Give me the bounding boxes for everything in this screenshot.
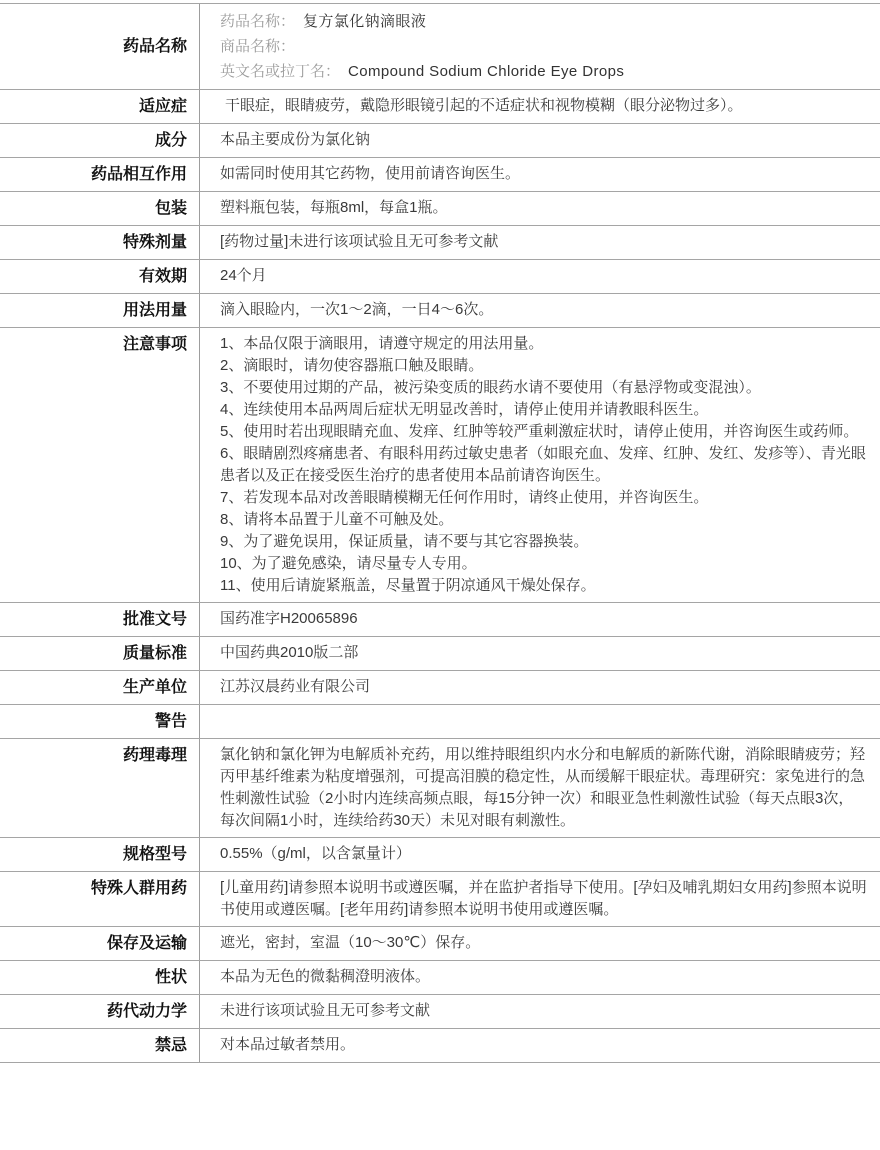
- row-content: 24个月: [220, 267, 267, 284]
- table-row: [0, 294, 880, 328]
- row-label: 特殊剂量: [0, 226, 200, 259]
- table-row: [0, 872, 880, 927]
- row-content: 未进行该项试验且无可参考文献: [220, 1002, 431, 1019]
- name-field-row: [220, 34, 868, 59]
- table-row: [0, 4, 880, 90]
- note-item: 6、眼睛剧烈疼痛患者、有眼科用药过敏史患者（如眼充血、发痒、红肿、发红、发疹等）、青光眼患者以及正在接受医生治疗的患者使用本品前请咨询医生。: [220, 445, 866, 484]
- row-content: 0.55%（g/ml，以含氯量计）: [220, 845, 411, 862]
- row-label: 药理毒理: [0, 739, 200, 837]
- table-row: [0, 158, 880, 192]
- row-label: 成分: [0, 124, 200, 157]
- row-content: 本品主要成份为氯化钠: [220, 131, 371, 148]
- table-row: [0, 838, 880, 872]
- row-content: 对本品过敏者禁用。: [220, 1036, 356, 1053]
- table-row: [0, 260, 880, 294]
- drug-info-table: [0, 3, 880, 1063]
- row-content: [儿童用药]请参照本说明书或遵医嘱，并在监护者指导下使用。[孕妇及哺乳期妇女用药]参照本说明书使用或遵医嘱。[老年用药]请参照本说明书使用或遵医嘱。: [220, 879, 867, 918]
- row-content: 遮光，密封，室温（10～30℃）保存。: [220, 934, 481, 951]
- row-label: 生产单位: [0, 671, 200, 704]
- row-label: 用法用量: [0, 294, 200, 327]
- field-value: 复方氯化钠滴眼液: [303, 13, 427, 30]
- note-item: 4、连续使用本品两周后症状无明显改善时，请停止使用并请教眼科医生。: [220, 401, 709, 418]
- table-row: [0, 637, 880, 671]
- row-label: 药品名称: [0, 4, 200, 89]
- row-label: 药代动力学: [0, 995, 200, 1028]
- note-item: 1、本品仅限于滴眼用，请遵守规定的用法用量。: [220, 335, 544, 352]
- row-label: 性状: [0, 961, 200, 994]
- note-item: 3、不要使用过期的产品，被污染变质的眼药水请不要使用（有悬浮物或变混浊）。: [220, 379, 761, 396]
- row-label: 有效期: [0, 260, 200, 293]
- note-item: 7、若发现本品对改善眼睛模糊无任何作用时，请终止使用，并咨询医生。: [220, 489, 709, 506]
- table-row: [0, 124, 880, 158]
- field-key: 英文名或拉丁名：: [220, 63, 341, 80]
- row-label: 规格型号: [0, 838, 200, 871]
- note-item: 8、请将本品置于儿童不可触及处。: [220, 511, 454, 528]
- row-label: 警告: [0, 705, 200, 738]
- row-label: 包装: [0, 192, 200, 225]
- table-row: [0, 739, 880, 838]
- row-label: 批准文号: [0, 603, 200, 636]
- row-label: 保存及运输: [0, 927, 200, 960]
- row-content: 塑料瓶包装，每瓶8ml，每盒1瓶。: [220, 199, 448, 216]
- row-content: [药物过量]未进行该项试验且无可参考文献: [220, 233, 499, 250]
- row-content: [200, 4, 880, 89]
- note-item: 9、为了避免误用，保证质量，请不要与其它容器换装。: [220, 533, 589, 550]
- row-content: [200, 705, 880, 738]
- row-content: 江苏汉晨药业有限公司: [220, 678, 371, 695]
- table-row: [0, 226, 880, 260]
- name-field-row: [220, 59, 868, 84]
- note-item: 2、滴眼时，请勿使容器瓶口触及眼睛。: [220, 357, 484, 374]
- row-content: 干眼症，眼睛疲劳，戴隐形眼镜引起的不适症状和视物模糊（眼分泌物过多）。: [225, 97, 743, 114]
- row-content: [200, 328, 880, 602]
- row-label: 特殊人群用药: [0, 872, 200, 926]
- note-item: 10、为了避免感染，请尽量专人专用。: [220, 555, 477, 572]
- row-label: 适应症: [0, 90, 200, 123]
- name-field-row: [220, 9, 868, 34]
- field-value: Compound Sodium Chloride Eye Drops: [348, 63, 625, 80]
- table-row: [0, 192, 880, 226]
- row-content: 滴入眼睑内，一次1～2滴，一日4～6次。: [220, 301, 494, 318]
- table-row: [0, 961, 880, 995]
- row-content: 国药准字H20065896: [220, 610, 358, 627]
- field-key: 商品名称：: [220, 38, 296, 55]
- table-row: [0, 1029, 880, 1063]
- row-label: 禁忌: [0, 1029, 200, 1062]
- row-content: 如需同时使用其它药物，使用前请咨询医生。: [220, 165, 521, 182]
- note-item: 11、使用后请旋紧瓶盖，尽量置于阴凉通风干燥处保存。: [220, 577, 596, 594]
- row-label: 注意事项: [0, 328, 200, 602]
- row-content: 本品为无色的微黏稠澄明液体。: [220, 968, 431, 985]
- table-row: [0, 671, 880, 705]
- note-item: 5、使用时若出现眼睛充血、发痒、红肿等较严重刺激症状时，请停止使用，并咨询医生或药师。: [220, 423, 859, 440]
- table-row: [0, 90, 880, 124]
- table-row: [0, 995, 880, 1029]
- row-content: 中国药典2010版二部: [220, 644, 359, 661]
- table-row: [0, 603, 880, 637]
- table-row: [0, 705, 880, 739]
- row-label: 质量标准: [0, 637, 200, 670]
- table-row: [0, 927, 880, 961]
- field-key: 药品名称：: [220, 13, 296, 30]
- row-label: 药品相互作用: [0, 158, 200, 191]
- row-content: 氯化钠和氯化钾为电解质补充药，用以维持眼组织内水分和电解质的新陈代谢，消除眼睛疲劳；羟丙甲基纤维素为粘度增强剂，可提高泪膜的稳定性，从而缓解干眼症状。毒理研究：家兔进行的急性刺激性试验（2小时内连续高频点眼，每15分钟一次）和眼亚急性刺激性试验（每天点眼3次，每次间隔1小时，连续给药30天）未见对眼有刺激性。: [220, 746, 866, 829]
- table-row: [0, 328, 880, 603]
